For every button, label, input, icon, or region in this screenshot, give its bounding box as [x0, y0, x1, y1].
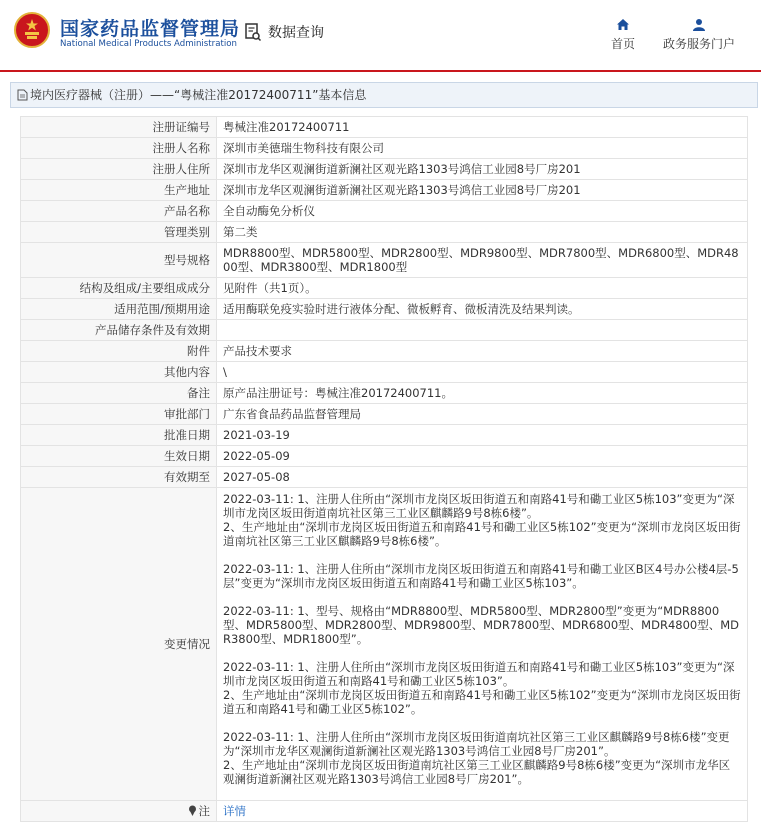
- field-label: 其他内容: [21, 362, 217, 383]
- field-label: 生产地址: [21, 180, 217, 201]
- field-value: 适用酶联免疫实验时进行液体分配、微板孵育、微板清洗及结果判读。: [217, 299, 748, 320]
- field-label: 管理类别: [21, 222, 217, 243]
- table-row: [21, 243, 748, 278]
- table-row: [21, 383, 748, 404]
- field-value: 第二类: [217, 222, 748, 243]
- table-row: [21, 467, 748, 488]
- field-value: 2022-05-09: [217, 446, 748, 467]
- field-label: 注册人住所: [21, 159, 217, 180]
- change-entry: 2022-03-11: 1、注册人住所由“深圳市龙岗区坂田街道五和南路41号和磡工业区5栋103”变更为“深圳市龙岗区坂田街道五和南路41号和磡工业区5栋103”。 2、生产地址由“深圳市龙岗区坂田街道五和南路41号和磡工业区5栋102”变更为“深圳市龙岗区坂田街道五和南路41号和磡工业区5栋102”。: [223, 660, 741, 716]
- field-value: [217, 320, 748, 341]
- change-entry: 2022-03-11: 1、注册人住所由“深圳市龙岗区坂田街道五和南路41号和磡工业区B区4号办公楼4层-5层”变更为“深圳市龙岗区坂田街道五和南路41号和磡工业区5栋103”。: [223, 562, 739, 590]
- nmpa-emblem-logo[interactable]: [14, 12, 50, 48]
- data-query-link[interactable]: [244, 22, 324, 42]
- document-search-icon: [244, 22, 262, 42]
- site-header: [0, 0, 761, 70]
- change-history-value: [217, 488, 748, 801]
- nav-home-label: 首页: [610, 37, 635, 51]
- change-entry: 2022-03-11: 1、型号、规格由“MDR8800型、MDR5800型、MDR2800型”变更为“MDR8800型、MDR5800型、MDR2800型、MDR9800型、MDR7800型、MDR6800型、MDR4800型、MDR3800型、MDR1800型”。: [223, 604, 739, 646]
- note-label-cell: [21, 801, 217, 822]
- table-row: [21, 278, 748, 299]
- field-label: 注册人名称: [21, 138, 217, 159]
- field-label: 审批部门: [21, 404, 217, 425]
- breadcrumb-title-bar: [10, 82, 758, 108]
- field-value: 见附件（共1页）。: [217, 278, 748, 299]
- user-icon: [692, 18, 706, 31]
- table-row: [21, 201, 748, 222]
- page-title: 境内医疗器械（注册）——“粤械注准20172400711”基本信息: [30, 88, 367, 102]
- field-value: 2021-03-19: [217, 425, 748, 446]
- field-value: 产品技术要求: [217, 341, 748, 362]
- nav-service-portal-label: 政务服务门户: [662, 37, 735, 51]
- brand-title-cn[interactable]: 国家药品监督管理局: [60, 18, 241, 40]
- note-value-cell: [217, 801, 748, 822]
- home-icon: [616, 18, 630, 31]
- document-icon: [17, 89, 28, 101]
- header-divider: [0, 70, 761, 72]
- nav-service-portal[interactable]: [660, 18, 738, 52]
- field-label: 附件: [21, 341, 217, 362]
- note-label: 注: [198, 804, 210, 818]
- table-row: [21, 341, 748, 362]
- nav-home[interactable]: [606, 18, 640, 52]
- field-value: 粤械注准20172400711: [217, 117, 748, 138]
- detail-link[interactable]: 详情: [223, 804, 246, 818]
- table-row: [21, 180, 748, 201]
- field-value: 深圳市龙华区观澜街道新澜社区观光路1303号鸿信工业园8号厂房201: [217, 159, 748, 180]
- change-entry: 2022-03-11: 1、注册人住所由“深圳市龙岗区坂田街道南坑社区第三工业区麒麟路9号8栋6楼”变更为“深圳市龙华区观澜街道新澜社区观光路1303号鸿信工业园8号厂房201”。 2、生产地址由“深圳市龙岗区坂田街道南坑社区第三工业区麒麟路9号8栋6楼”变更为“深圳市龙华区观澜街道新澜社区观光路1303号鸿信工业园8号厂房201”。: [223, 730, 731, 786]
- field-label: 备注: [21, 383, 217, 404]
- field-value: MDR8800型、MDR5800型、MDR2800型、MDR9800型、MDR7800型、MDR6800型、MDR4800型、MDR3800型、MDR1800型: [217, 243, 748, 278]
- field-label: 批准日期: [21, 425, 217, 446]
- field-label: 型号规格: [21, 243, 217, 278]
- change-history-row: [21, 488, 748, 801]
- field-value: 全自动酶免分析仪: [217, 201, 748, 222]
- table-row: [21, 320, 748, 341]
- table-row: [21, 425, 748, 446]
- field-label: 结构及组成/主要组成成分: [21, 278, 217, 299]
- table-row: [21, 138, 748, 159]
- device-info-table: [20, 116, 748, 822]
- field-value: \: [217, 362, 748, 383]
- table-row: [21, 404, 748, 425]
- table-row: [21, 159, 748, 180]
- field-label: 产品储存条件及有效期: [21, 320, 217, 341]
- field-value: 2027-05-08: [217, 467, 748, 488]
- table-row: [21, 362, 748, 383]
- change-entry: 2022-03-11: 1、注册人住所由“深圳市龙岗区坂田街道五和南路41号和磡工业区5栋103”变更为“深圳市龙岗区坂田街道南坑社区第三工业区麒麟路9号8栋6楼”。 2、生产地址由“深圳市龙岗区坂田街道五和南路41号和磡工业区5栋102”变更为“深圳市龙岗区坂田街道南坑社区第三工业区麒麟路9号8栋6楼”。: [223, 492, 741, 548]
- field-label: 注册证编号: [21, 117, 217, 138]
- table-row: [21, 299, 748, 320]
- field-value: 深圳市龙华区观澜街道新澜社区观光路1303号鸿信工业园8号厂房201: [217, 180, 748, 201]
- field-label: 产品名称: [21, 201, 217, 222]
- field-label: 变更情况: [21, 488, 217, 801]
- table-row: [21, 222, 748, 243]
- field-label: 有效期至: [21, 467, 217, 488]
- field-value: 原产品注册证号：粤械注准20172400711。: [217, 383, 748, 404]
- brand-title-en[interactable]: National Medical Products Administration: [60, 39, 237, 49]
- note-row: [21, 801, 748, 822]
- table-row: [21, 117, 748, 138]
- data-query-label: 数据查询: [268, 25, 324, 41]
- field-value: 深圳市美德瑞生物科技有限公司: [217, 138, 748, 159]
- pin-icon: [188, 805, 197, 816]
- table-row: [21, 446, 748, 467]
- field-label: 适用范围/预期用途: [21, 299, 217, 320]
- field-value: 广东省食品药品监督管理局: [217, 404, 748, 425]
- field-label: 生效日期: [21, 446, 217, 467]
